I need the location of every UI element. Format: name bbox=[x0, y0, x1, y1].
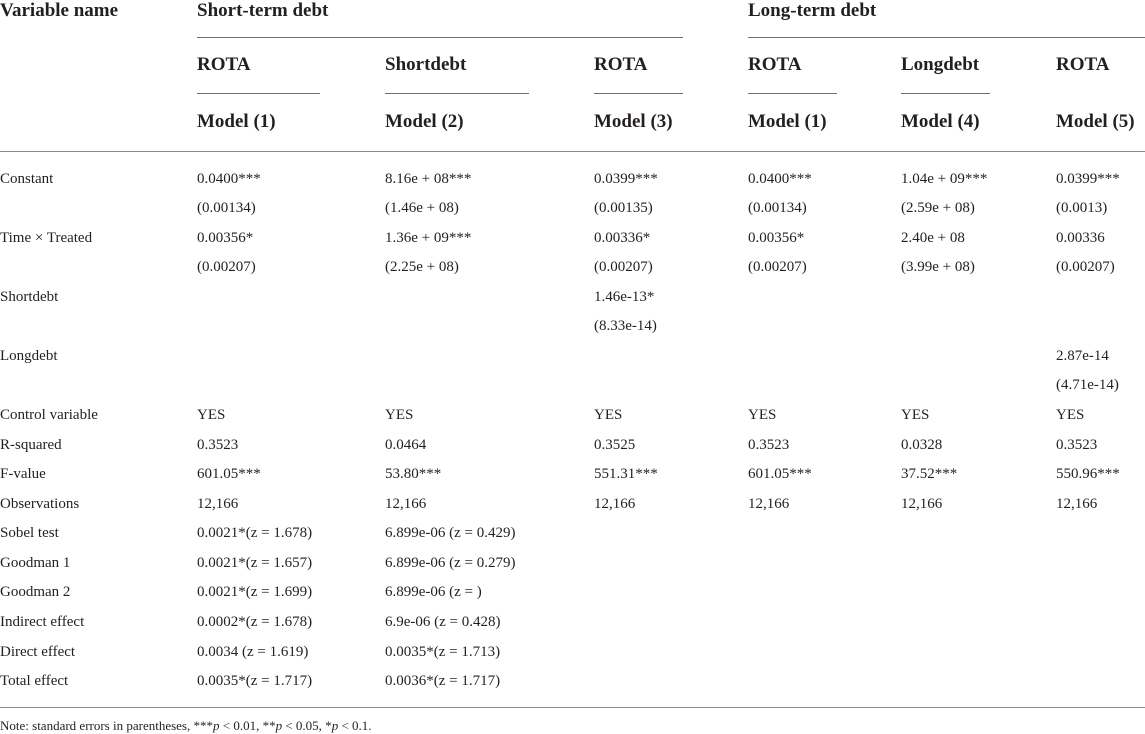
note-p1: p bbox=[213, 718, 220, 733]
row-value: 37.52*** bbox=[901, 466, 958, 482]
dep-var-header: ROTA bbox=[1056, 54, 1110, 75]
row-value: 12,166 bbox=[385, 496, 427, 512]
dep-var-rule bbox=[748, 93, 837, 94]
row-value: 0.00336 bbox=[1056, 230, 1105, 246]
note-threshold-1: < 0.01, ** bbox=[219, 718, 276, 733]
row-label: Longdebt bbox=[0, 348, 58, 364]
group-rule-long bbox=[748, 37, 1145, 38]
dep-var-rule bbox=[385, 93, 529, 94]
row-value: 0.0036*(z = 1.717) bbox=[385, 673, 501, 689]
row-value: 12,166 bbox=[197, 496, 239, 512]
group-rule-short bbox=[197, 37, 683, 38]
row-value: 8.16e + 08*** bbox=[385, 171, 472, 187]
row-value: 0.0399*** bbox=[594, 171, 658, 187]
row-value: 6.899e-06 (z = ) bbox=[385, 584, 482, 600]
header-variable-name: Variable name bbox=[0, 0, 119, 21]
row-value: (0.00134) bbox=[197, 200, 256, 216]
row-value: 0.0034 (z = 1.619) bbox=[197, 644, 309, 660]
header-long-term-debt: Long-term debt bbox=[748, 0, 877, 21]
row-value: 6.899e-06 (z = 0.429) bbox=[385, 525, 516, 541]
row-value: YES bbox=[197, 407, 226, 423]
note-threshold-3: < 0.1. bbox=[338, 718, 372, 733]
row-value: 0.0002*(z = 1.678) bbox=[197, 614, 313, 630]
row-value: 0.0021*(z = 1.678) bbox=[197, 525, 313, 541]
row-value: (2.25e + 08) bbox=[385, 259, 459, 275]
model-header: Model (3) bbox=[594, 111, 673, 132]
row-value: (3.99e + 08) bbox=[901, 259, 975, 275]
row-value: 0.3523 bbox=[1056, 437, 1098, 453]
row-label: Total effect bbox=[0, 673, 69, 689]
row-value: (2.59e + 08) bbox=[901, 200, 975, 216]
row-value: YES bbox=[385, 407, 414, 423]
row-value: 0.0400*** bbox=[748, 171, 812, 187]
row-label: Indirect effect bbox=[0, 614, 85, 630]
row-value: 2.87e-14 bbox=[1056, 348, 1109, 364]
row-label: Observations bbox=[0, 496, 80, 512]
row-label: Shortdebt bbox=[0, 289, 59, 305]
row-value: 12,166 bbox=[901, 496, 943, 512]
table-note bbox=[0, 718, 372, 734]
row-label: Goodman 1 bbox=[0, 555, 71, 571]
row-value: 0.00356* bbox=[748, 230, 805, 246]
row-value: (0.00207) bbox=[748, 259, 807, 275]
model-header: Model (5) bbox=[1056, 111, 1135, 132]
row-value: (0.00207) bbox=[594, 259, 653, 275]
row-value: 0.00336* bbox=[594, 230, 651, 246]
row-value: 0.0328 bbox=[901, 437, 943, 453]
note-threshold-2: < 0.05, * bbox=[282, 718, 332, 733]
dep-var-header: ROTA bbox=[748, 54, 802, 75]
row-value: 6.9e-06 (z = 0.428) bbox=[385, 614, 501, 630]
note-p3: p bbox=[331, 718, 339, 733]
row-label: R-squared bbox=[0, 437, 62, 453]
row-label: Direct effect bbox=[0, 644, 76, 660]
row-value: (0.00134) bbox=[748, 200, 807, 216]
header-bottom-rule bbox=[0, 151, 1145, 152]
dep-var-header: ROTA bbox=[197, 54, 251, 75]
note-p2: p bbox=[275, 718, 283, 733]
row-value: 12,166 bbox=[748, 496, 790, 512]
row-value: (4.71e-14) bbox=[1056, 377, 1119, 393]
row-value: YES bbox=[1056, 407, 1085, 423]
row-value: 6.899e-06 (z = 0.279) bbox=[385, 555, 516, 571]
row-value: 0.0400*** bbox=[197, 171, 261, 187]
row-value: YES bbox=[748, 407, 777, 423]
model-header: Model (1) bbox=[197, 111, 276, 132]
model-header: Model (4) bbox=[901, 111, 980, 132]
row-value: 0.0464 bbox=[385, 437, 427, 453]
row-value: YES bbox=[594, 407, 623, 423]
row-value: 550.96*** bbox=[1056, 466, 1120, 482]
row-value: (1.46e + 08) bbox=[385, 200, 459, 216]
row-value: 0.0035*(z = 1.713) bbox=[385, 644, 501, 660]
row-label: Sobel test bbox=[0, 525, 59, 541]
row-value: 0.0035*(z = 1.717) bbox=[197, 673, 313, 689]
row-label: F-value bbox=[0, 466, 46, 482]
row-value: 0.00356* bbox=[197, 230, 254, 246]
row-value: 1.04e + 09*** bbox=[901, 171, 988, 187]
row-value: 1.36e + 09*** bbox=[385, 230, 472, 246]
note-prefix: Note: standard errors in parentheses, *** bbox=[0, 718, 213, 733]
row-value: (0.00207) bbox=[197, 259, 256, 275]
row-value: (0.0013) bbox=[1056, 200, 1108, 216]
row-value: 551.31*** bbox=[594, 466, 658, 482]
dep-var-rule bbox=[901, 93, 990, 94]
row-value: (0.00135) bbox=[594, 200, 653, 216]
row-label: Control variable bbox=[0, 407, 98, 423]
row-label: Time × Treated bbox=[0, 230, 93, 246]
row-label: Constant bbox=[0, 171, 54, 187]
row-value: 0.3525 bbox=[594, 437, 636, 453]
row-value: 0.3523 bbox=[197, 437, 239, 453]
row-value: 2.40e + 08 bbox=[901, 230, 965, 246]
row-value: 0.0021*(z = 1.699) bbox=[197, 584, 313, 600]
dep-var-header: Shortdebt bbox=[385, 54, 467, 75]
dep-var-rule bbox=[594, 93, 683, 94]
row-value: 12,166 bbox=[1056, 496, 1098, 512]
dep-var-header: ROTA bbox=[594, 54, 648, 75]
dep-var-rule bbox=[197, 93, 320, 94]
row-value: 0.0021*(z = 1.657) bbox=[197, 555, 313, 571]
row-value: YES bbox=[901, 407, 930, 423]
row-value: 601.05*** bbox=[197, 466, 261, 482]
table-bottom-rule bbox=[0, 707, 1145, 708]
dep-var-header: Longdebt bbox=[901, 54, 980, 75]
model-header: Model (1) bbox=[748, 111, 827, 132]
model-header: Model (2) bbox=[385, 111, 464, 132]
row-value: 0.3523 bbox=[748, 437, 790, 453]
row-label: Goodman 2 bbox=[0, 584, 71, 600]
row-value: 1.46e-13* bbox=[594, 289, 655, 305]
header-short-term-debt: Short-term debt bbox=[197, 0, 329, 21]
row-value: (8.33e-14) bbox=[594, 318, 657, 334]
row-value: (0.00207) bbox=[1056, 259, 1115, 275]
row-value: 53.80*** bbox=[385, 466, 442, 482]
row-value: 0.0399*** bbox=[1056, 171, 1120, 187]
row-value: 12,166 bbox=[594, 496, 636, 512]
row-value: 601.05*** bbox=[748, 466, 812, 482]
